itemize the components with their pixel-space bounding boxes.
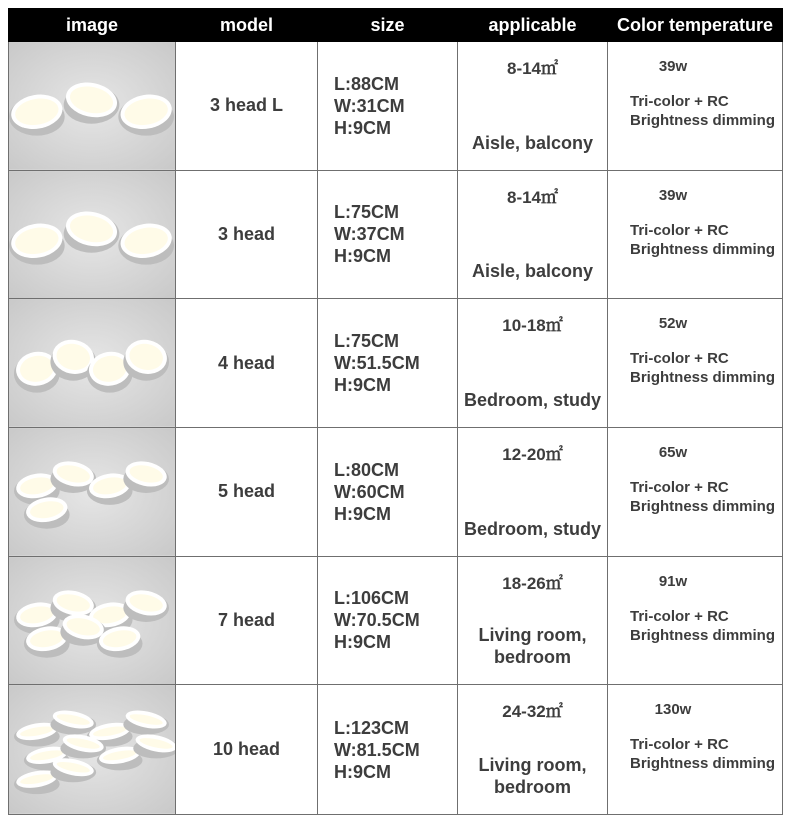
size-cell [318,427,458,556]
color-mode-text [630,607,775,645]
size-width: W:31CM [334,95,405,116]
tri-color-label: Tri-color + RC [630,221,729,239]
size-length: L:106CM [334,588,410,609]
color-temperature-cell [608,170,783,299]
wattage: 130w [654,701,692,719]
size-width: W:70.5CM [334,610,420,631]
header-image: image [9,9,176,42]
applicable-room: Bedroom, study [463,518,601,539]
lamp-photo [9,556,176,685]
tri-color-label: Tri-color + RC [630,607,729,625]
wattage: 52w [658,315,688,333]
color-mode-text [630,92,775,130]
size-height: H:9CM [334,503,391,524]
size-height: H:9CM [334,117,391,138]
header-row [9,9,783,42]
dimming-label: Brightness dimming [630,626,776,644]
applicable-cell [458,685,608,815]
applicable-cell [458,427,608,556]
color-mode-text [630,735,775,773]
size-height: H:9CM [334,375,391,396]
table-row [9,427,783,556]
size-height: H:9CM [334,632,391,653]
size-length: L:123CM [334,717,410,738]
size-width: W:60CM [334,481,405,502]
applicable-area: 18-26㎡ [502,573,563,593]
dimming-label: Brightness dimming [630,755,776,773]
model-cell: 3 head L [176,42,318,171]
color-temperature-cell [608,42,783,171]
color-mode-text [630,349,775,387]
size-cell [318,170,458,299]
lamp-photo [9,685,176,815]
dimming-label: Brightness dimming [630,240,776,258]
applicable-cell [458,299,608,428]
color-mode-text [630,478,775,516]
applicable-room: Aisle, balcony [471,261,594,282]
lamp-photo [9,427,176,556]
applicable-cell [458,170,608,299]
header-applicable: applicable [458,9,608,42]
dimming-label: Brightness dimming [630,497,776,515]
dimming-label: Brightness dimming [630,369,776,387]
dimming-label: Brightness dimming [630,112,776,129]
applicable-area: 24-32㎡ [502,702,563,722]
size-length: L:75CM [334,202,400,223]
wattage: 65w [658,443,688,461]
applicable-room: Aisle, balcony [471,132,594,153]
table-row [9,556,783,685]
applicable-cell [458,556,608,685]
size-height: H:9CM [334,761,391,782]
size-cell [318,42,458,171]
color-temperature-cell [608,427,783,556]
model-cell: 5 head [176,427,318,556]
spec-table [8,8,783,815]
size-height: H:9CM [334,246,391,267]
tri-color-label: Tri-color + RC [630,736,729,754]
applicable-area: 8-14㎡ [506,187,559,207]
model-cell: 3 head [176,170,318,299]
size-length: L:80CM [334,459,400,480]
header-model: model [176,9,318,42]
applicable-area: 12-20㎡ [502,444,563,464]
applicable-room: Living room, bedroom [478,755,587,797]
size-cell [318,685,458,815]
tri-color-label: Tri-color + RC [630,478,729,496]
applicable-area: 10-18㎡ [502,316,563,336]
header-color-temperature: Color temperature [608,9,783,42]
size-width: W:37CM [334,224,405,245]
applicable-area: 8-14㎡ [506,59,559,78]
applicable-room: Bedroom, study [463,389,601,410]
lamp-photo [9,170,176,299]
applicable-cell [458,42,608,171]
tri-color-label: Tri-color + RC [630,93,729,110]
model-cell: 10 head [176,685,318,815]
color-mode-text [630,221,775,259]
color-temperature-cell [608,685,783,815]
header-size: size [318,9,458,42]
wattage: 39w [658,186,688,204]
wattage: 39w [658,58,688,75]
lamp-photo [9,42,176,171]
lamp-photo [9,299,176,428]
size-cell [318,299,458,428]
table-row [9,685,783,815]
color-temperature-cell [608,299,783,428]
size-length: L:75CM [334,331,400,352]
model-cell: 7 head [176,556,318,685]
applicable-room: Living room, bedroom [478,625,587,668]
model-cell: 4 head [176,299,318,428]
color-temperature-cell [608,556,783,685]
table-row [9,299,783,428]
tri-color-label: Tri-color + RC [630,350,729,368]
wattage: 91w [658,572,688,590]
table-row [9,170,783,299]
size-length: L:88CM [334,73,400,94]
size-cell [318,556,458,685]
size-width: W:81.5CM [334,739,420,760]
table-row [9,42,783,171]
size-width: W:51.5CM [334,353,420,374]
